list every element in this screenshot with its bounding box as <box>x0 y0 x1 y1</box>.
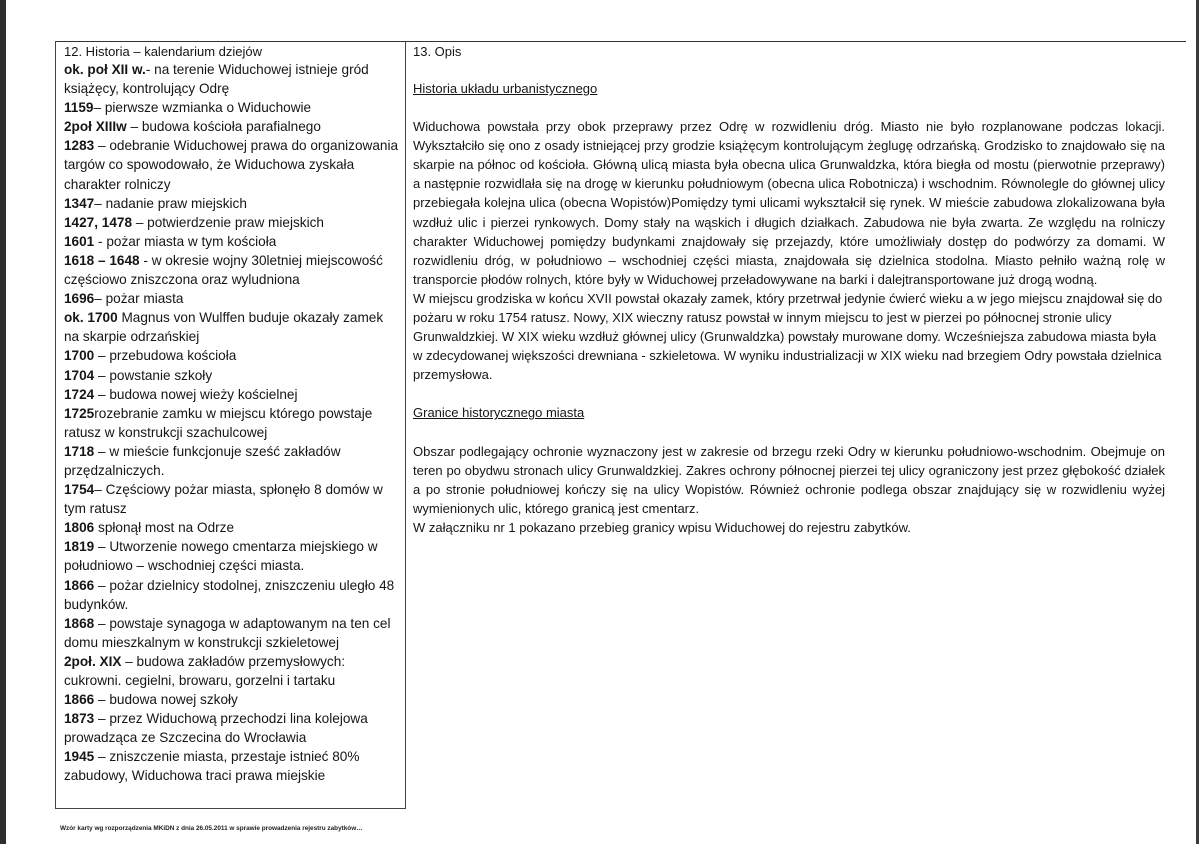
column-divider <box>405 41 406 809</box>
history-entry-date: 1283 <box>64 138 95 154</box>
history-entry-text: – budowa nowej wieży kościelnej <box>94 386 298 402</box>
scan-edge-left <box>0 0 6 844</box>
left-cell-bottom-border <box>55 808 406 809</box>
history-entry-text: - w okresie wojny 30letniej miejscowość częściowo zniszczona oraz wyludniona <box>64 252 383 288</box>
history-entry <box>64 346 402 365</box>
urban-layout-paragraph-2: W miejscu grodziska w końcu XVII powstał okazały zamek, który przetrwał jedynie ćwierć wieku a w jego miejscu znajdował się do pożaru w roku 1754 ratusz. Nowy, XIX wieczny ratusz powstał w innym miejscu to jest w pierzei po północnej stronie ulicy Grunwaldzkiej. W XIX wieku wzdłuż głównej ulicy (Grunwaldzka) powstały murowane domy. Wcześniejsza zabudowa miasta była w zdecydowanej większości drewniana - szkieletowa. W wyniku industrializacji w XIX wieku nad brzegiem Odry powstała dzielnica przemysłowa. <box>413 290 1163 383</box>
description-column <box>413 44 1165 537</box>
history-entry-date: 2poł XIIIw <box>64 119 127 135</box>
history-entry-date: 2poł. XIX <box>64 653 122 669</box>
history-entry-date: ok. 1700 <box>64 310 118 326</box>
history-entry-date: 1866 <box>64 577 95 593</box>
history-entry <box>64 232 402 251</box>
history-entry-text: – zniszczenie miasta, przestaje istnieć 80% zabudowy, Widuchowa traci prawa miejskie <box>64 749 360 784</box>
history-entry <box>64 442 402 480</box>
history-entry <box>64 690 402 709</box>
history-entry-text: spłonął most na Odrze <box>94 520 235 536</box>
form-footer-note: Wzór karty wg rozporządzenia MKiDN z dnia 26.05.2011 w sprawie prowadzenia rejestru zabytków… <box>60 825 363 832</box>
history-entry <box>64 518 402 537</box>
history-entry <box>64 366 402 385</box>
table-top-border <box>55 41 1186 42</box>
table-left-border <box>55 41 56 809</box>
history-entry-text: – budowa kościoła parafialnego <box>126 119 321 135</box>
history-entry <box>64 213 402 232</box>
history-entry <box>64 480 402 518</box>
history-entry-text: – odebranie Widuchowej prawa do organizowania targów co spowodowało, że Widuchowa zyskała charakter rolniczy <box>64 138 399 192</box>
history-entry-date: 1159 <box>64 100 94 116</box>
history-entry-date: 1868 <box>64 615 95 631</box>
history-entry-text: Magnus von Wulffen buduje okazały zamek na skarpie odrzańskiej <box>64 310 384 345</box>
history-entry-date: 1873 <box>64 711 95 727</box>
history-entry-text: – pierwsze wzmianka o Widuchowie <box>93 100 312 116</box>
history-entry <box>64 60 402 98</box>
history-entry-date: 1700 <box>64 348 95 364</box>
history-entry-text: - na terenie Widuchowej istnieje gród książęcy, kontrolujący Odrę <box>64 62 369 97</box>
history-entry-text: – w mieście funkcjonuje sześć zakładów przędzalniczych. <box>64 443 341 478</box>
history-entry-date: 1427, 1478 <box>64 214 133 230</box>
history-entry <box>64 537 402 575</box>
history-entry-date: 1806 <box>64 520 95 536</box>
history-entry-text: – budowa nowej szkoły <box>94 692 238 708</box>
history-entry <box>64 385 402 404</box>
history-entry <box>64 136 402 193</box>
history-entry-date: 1724 <box>64 386 95 402</box>
history-entry-text: – Częściowy pożar miasta, spłonęło 8 domów w tym ratusz <box>64 482 383 517</box>
description-heading: 13. Opis <box>413 44 462 59</box>
history-entry <box>64 747 402 785</box>
history-entry-date: ok. poł XII w. <box>64 62 146 77</box>
urban-layout-paragraph-1: Widuchowa powstała przy obok przeprawy przez Odrę w rozwidleniu dróg. Miasto nie było rozplanowane podczas lokacji. Wykształciło się ono z osady istniejącej przy grodzie książęcym kontrolującym żeglugę odrzańską. Grodzisko to znajdowało się na skarpie na północ od kościoła. Główną ulicą miasta była obecna ulica Grunwaldzka, która biegła od mostu (pierwotnie przeprawy) a następnie rozwidlała się na drogę w kierunku południowym (obecna ulica Robotnicza) i wschodnim. Równolegle do głównej ulicy przebiegała kolejna ulica (obecna Wopistów)Pomiędzy tymi ulicami wykształcił się rynek. W mieście zabudowa zlokalizowana była wzdłuż ulic i pierzei rynkowych. Domy stały na wąskich i długich działkach. Zabudowa nie była zwarta. Ze względu na rolniczy charakter Widuchowej pomiędzy budynkami znajdowały się przejazdy, które umożliwiały dostęp do podwórzy za domami. W rozwidleniu dróg, w południowo – wschodniej części miasta, znajdowała się dzielnica stodolna. Miasto pełniło ważną rolę w transporcie płodów rolnych, które były w Widuchowej przeładowywane na barki i dalejtransportowane już drogą wodną. <box>413 119 1165 287</box>
history-entry-text: – przez Widuchową przechodzi lina kolejowa prowadząca ze Szczecina do Wrocławia <box>64 711 368 746</box>
history-entry-date: 1347 <box>64 195 95 211</box>
history-entry-text: – powstaje synagoga w adaptowanym na ten cel domu mieszkalnym w konstrukcji szkieletowej <box>64 615 391 650</box>
history-entry-text: – potwierdzenie praw miejskich <box>132 214 324 230</box>
town-boundaries-title: Granice historycznego miasta <box>413 405 585 421</box>
town-boundaries-paragraph-1: Obszar podlegający ochronie wyznaczony jest w zakresie od brzegu rzeki Odry w kierunku południowo-wschodnim. Obejmuje on teren po obydwu stronach ulicy Grunwaldzkiej. Zakres ochrony północnej pierzei tej ulicy ograniczony jest przez głębokość działek a po stronie południowej kończy się na ulicy Wopistów. Również ochronie podlega obszar znajdujący się w rozwidleniu wyżej wymienionych ulic, którego granicą jest cmentarz. <box>413 443 1165 516</box>
history-entry-text: – pożar dzielnicy stodolnej, zniszczeniu uległo 48 budynków. <box>64 577 395 612</box>
history-entry <box>64 576 402 614</box>
history-entry <box>64 117 402 136</box>
urban-layout-history-title: Historia układu urbanistycznego <box>413 81 598 96</box>
history-entries-list <box>64 60 402 786</box>
history-entry-date: 1819 <box>64 539 95 555</box>
history-entry <box>64 652 402 690</box>
history-entry <box>64 709 402 747</box>
history-entry-text: – przebudowa kościoła <box>94 348 237 364</box>
history-entry <box>64 251 402 289</box>
history-entry <box>64 98 402 117</box>
history-entry <box>64 194 402 213</box>
history-entry-text: – budowa zakładów przemysłowych: cukrowni. cegielni, browaru, gorzelni i tartaku <box>64 653 346 688</box>
history-entry-date: 1618 – 1648 <box>64 252 140 268</box>
history-entry-date: 1601 <box>64 233 95 249</box>
history-entry-date: 1725 <box>64 405 95 421</box>
history-entry-text: – Utworzenie nowego cmentarza miejskiego w południowo – wschodniej części miasta. <box>64 539 378 574</box>
history-entry-date: 1945 <box>64 749 95 765</box>
history-entry-text: – powstanie szkoły <box>94 367 213 383</box>
history-entry <box>64 289 402 308</box>
history-entry <box>64 614 402 652</box>
history-entry-text: – pożar miasta <box>94 291 184 307</box>
history-entry-date: 1718 <box>64 443 95 459</box>
history-calendar-heading: 12. Historia – kalendarium dziejów <box>64 44 262 59</box>
history-entry-text: - pożar miasta w tym kościoła <box>94 233 277 249</box>
history-calendar-column <box>64 44 402 786</box>
town-boundaries-paragraph-2: W załączniku nr 1 pokazano przebieg granicy wpisu Widuchowej do rejestru zabytków. <box>413 519 911 535</box>
history-entry <box>64 404 402 442</box>
history-entry-date: 1754 <box>64 482 95 498</box>
history-entry-text: rozebranie zamku w miejscu którego powstaje ratusz w konstrukcji szachulcowej <box>64 405 373 440</box>
history-entry-date: 1704 <box>64 367 95 383</box>
history-entry-date: 1696 <box>64 291 95 307</box>
history-entry-date: 1866 <box>64 692 95 708</box>
history-entry-text: – nadanie praw miejskich <box>94 195 247 211</box>
history-entry <box>64 308 402 346</box>
